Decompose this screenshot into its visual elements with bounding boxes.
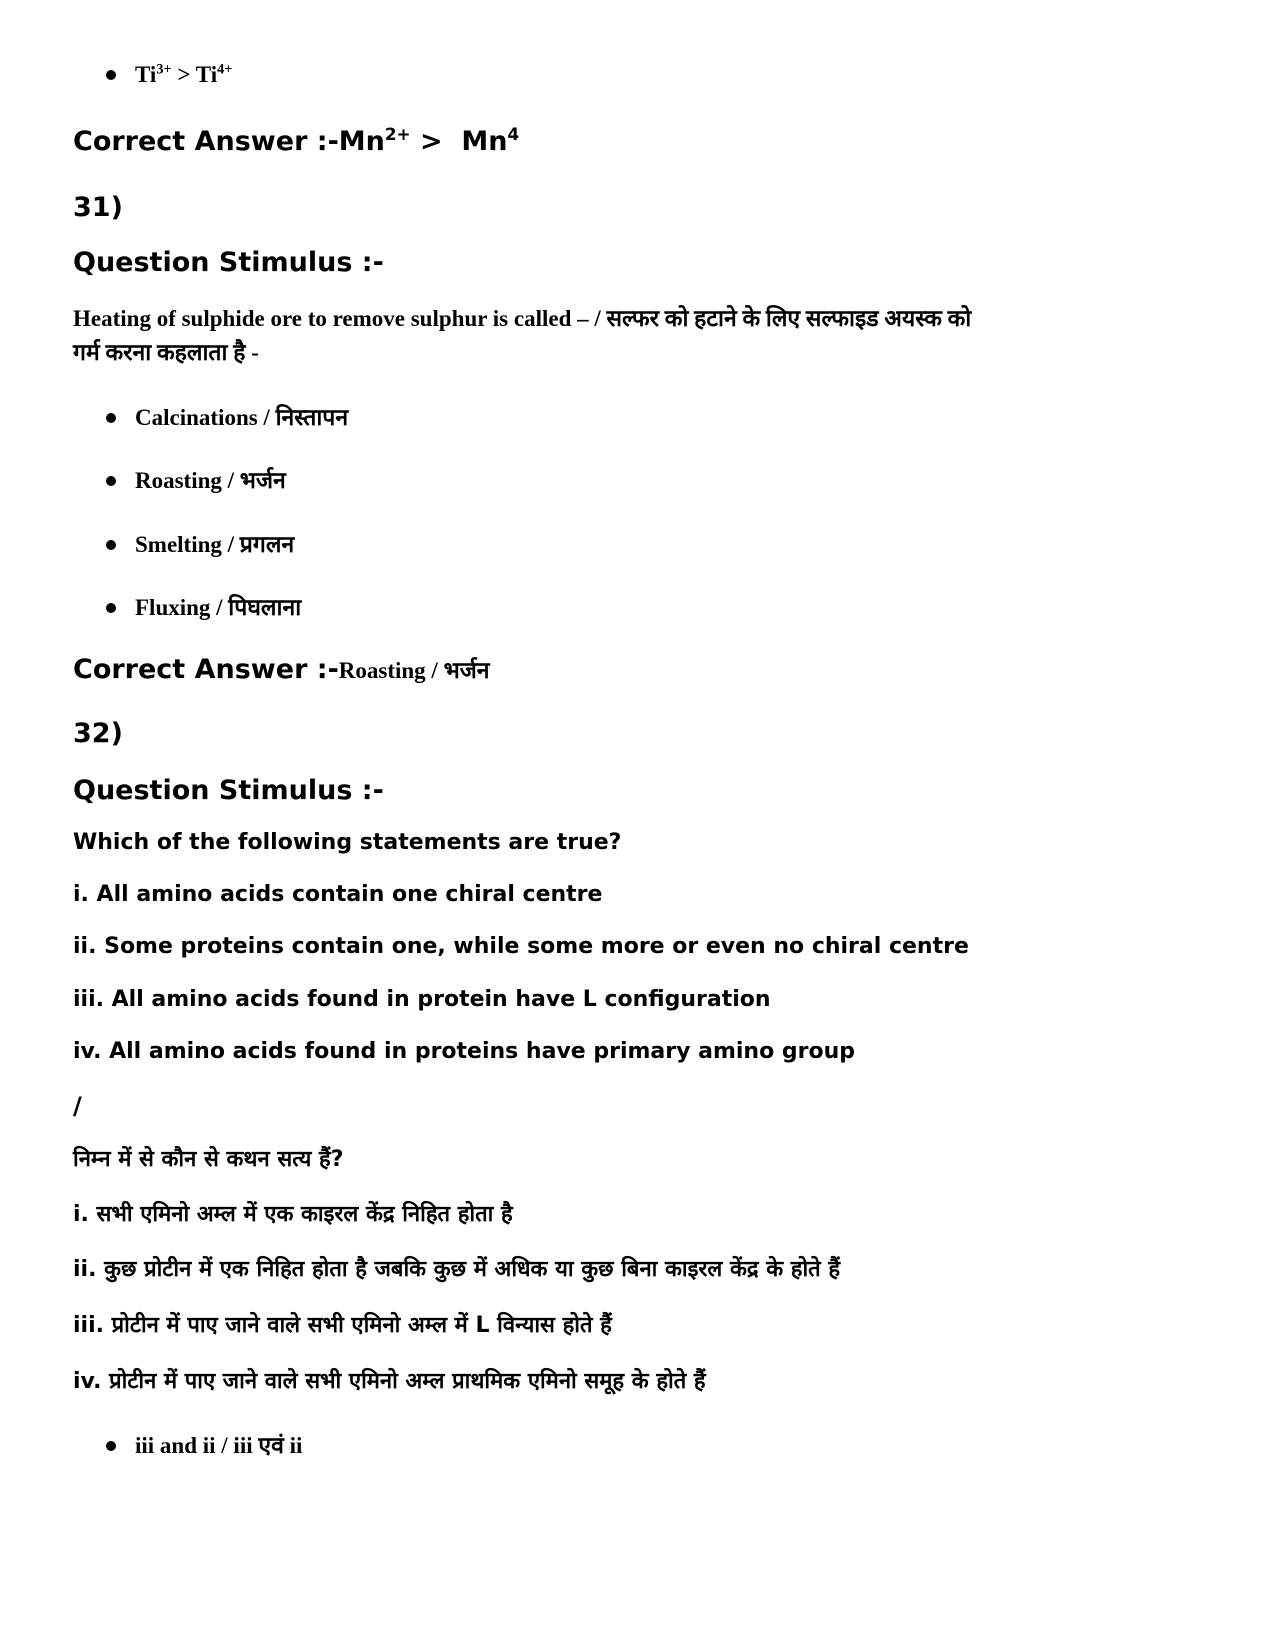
option-text: $Ti^{3+} > Ti^{4+}$ [135,61,233,87]
bullet-icon [106,1441,116,1451]
language-separator: / [73,1092,82,1120]
option-text: Roasting / भर्जन [135,468,286,493]
correct-answer: Correct Answer :-Roasting / भर्जन [73,654,490,685]
bullet-icon [106,476,116,486]
bullet-icon [106,540,116,550]
option-text: Fluxing / पिघलाना [135,595,302,620]
correct-answer: Correct Answer $:-Mn^{2+} > Mn^4$ [73,124,520,157]
statement-item: iv. All amino acids found in proteins have primary amino group [73,1039,855,1064]
option-item [106,400,348,432]
option-text: iii and ii / iii एवं ii [135,1433,303,1458]
question-text: निम्न में से कौन से कथन सत्य हैं? [73,1147,344,1172]
option-text: Calcinations / निस्तापन [135,405,349,430]
bullet-icon [106,413,116,423]
option-item [106,590,301,622]
option-item [106,527,294,559]
statement-item: ii. कुछ प्रोटीन में एक निहित होता है जबकि कुछ में अधिक या कुछ बिना काइरल केंद्र के होते हैं [73,1257,841,1282]
option-item [106,463,286,495]
option-item [106,1428,302,1460]
correct-answer-value: Roasting / भर्जन [338,658,490,683]
statement-item: iii. All amino acids found in protein have L configuration [73,987,771,1012]
question-stimulus-label: Question Stimulus :- [73,247,384,278]
option-text: Smelting / प्रगलन [135,532,295,557]
bullet-icon [106,603,116,613]
stimulus-line: Heating of sulphide ore to remove sulphur is called – / सल्फर को हटाने के लिए सल्फाइड अयस्क को [73,306,972,331]
statement-item: iv. प्रोटीन में पाए जाने वाले सभी एमिनो अम्ल प्राथमिक एमिनो समूह के होते हैं [73,1369,706,1394]
question-stimulus [73,302,1213,370]
statement-item: ii. Some proteins contain one, while some more or even no chiral centre [73,934,969,959]
question-number: 31) [73,192,123,223]
bullet-icon [106,70,116,80]
question-stimulus-label: Question Stimulus :- [73,775,384,806]
statement-item: iii. प्रोटीन में पाए जाने वाले सभी एमिनो अम्ल में L विन्यास होते हैं [73,1313,612,1338]
statement-item: i. सभी एमिनो अम्ल में एक काइरल केंद्र निहित होता है [73,1202,513,1227]
question-number: 32) [73,718,123,749]
option-item [106,62,232,88]
question-text: Which of the following statements are true? [73,830,622,855]
statement-item: i. All amino acids contain one chiral centre [73,882,603,907]
stimulus-line: गर्म करना कहलाता है - [73,340,259,365]
